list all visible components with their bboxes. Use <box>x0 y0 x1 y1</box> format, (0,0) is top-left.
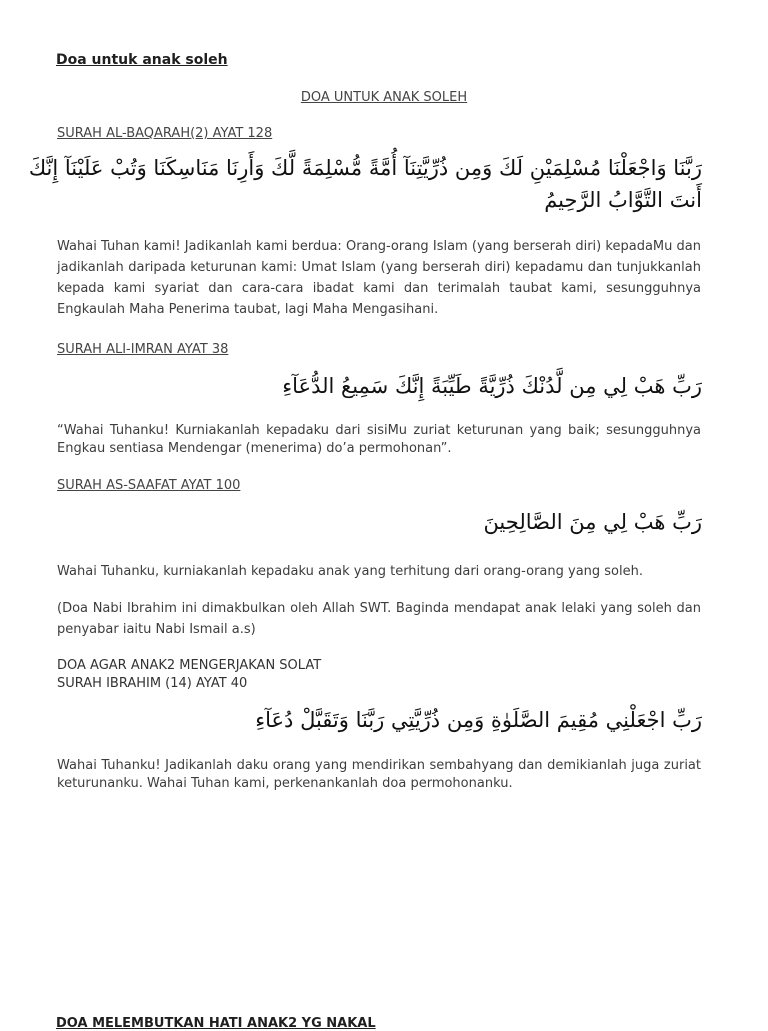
arabic-verse-baqarah-line2: أَنتَ التَّوَّابُ الرَّحِيمُ <box>544 188 702 212</box>
translation-as-saafat: Wahai Tuhanku, kurniakanlah kepadaku anak yang terhitung dari orang-orang yang soleh. <box>57 564 643 579</box>
note-as-saafat: (Doa Nabi Ibrahim ini dimakbulkan oleh Allah SWT. Baginda mendapat anak lelaki yang soleh dan penyabar iaitu Nabi Ismail a.s) <box>57 601 701 637</box>
translation-ibrahim: Wahai Tuhanku! Jadikanlah daku orang yang mendirikan sembahyang dan demikianlah juga zuriat keturunanku. Wahai Tuhan kami, perkenankanlah doa permohonanku. <box>57 758 701 791</box>
arabic-verse-ibrahim: رَبِّ اجْعَلْنِي مُقِيمَ الصَّلَوٰةِ وَمِن ذُرِّيَّتِي رَبَّنَا وَتَقَبَّلْ دُعَآءِ <box>255 708 702 732</box>
surah-heading-baqarah: SURAH AL-BAQARAH(2) AYAT 128 <box>57 126 273 141</box>
surah-heading-as-saafat: SURAH AS-SAAFAT AYAT 100 <box>57 478 241 493</box>
document-title: Doa untuk anak soleh <box>56 52 228 68</box>
center-title: DOA UNTUK ANAK SOLEH <box>300 90 468 105</box>
arabic-verse-as-saafat: رَبِّ هَبْ لِي مِنَ الصَّالِحِينَ <box>483 510 702 534</box>
section-heading-solat: DOA AGAR ANAK2 MENGERJAKAN SOLAT <box>57 658 322 673</box>
translation-ali-imran: “Wahai Tuhanku! Kurniakanlah kepadaku dari sisiMu zuriat keturunan yang baik; sesungguhnya Engkau sentiasa Mendengar (menerima) do’a permohonan”. <box>57 423 701 456</box>
surah-heading-ibrahim: SURAH IBRAHIM (14) AYAT 40 <box>57 676 248 691</box>
cut-off-heading: DOA MELEMBUTKAN HATI ANAK2 YG NAKAL <box>56 1016 376 1031</box>
arabic-verse-baqarah-line1: رَبَّنَا وَاجْعَلْنَا مُسْلِمَيْنِ لَكَ وَمِن ذُرِّيَّتِنَآ أُمَّةً مُّسْلِمَةً لَّكَ وَأَرِنَا مَنَاسِكَنَا وَتُبْ عَلَيْنَآ إِنَّكَ <box>28 156 702 180</box>
surah-heading-ali-imran: SURAH ALI-IMRAN AYAT 38 <box>57 342 229 357</box>
translation-baqarah: Wahai Tuhan kami! Jadikanlah kami berdua: Orang-orang Islam (yang berserah diri) kepadaMu dan jadikanlah daripada keturunan kami: Umat Islam (yang berserah diri) kepadamu dan tunjukkanlah kepada kami syariat dan cara-cara ibadat kami dan terimalah taubat kami, sesungguhnya Engkaulah Maha Penerima taubat, lagi Maha Mengasihani. <box>57 239 701 317</box>
arabic-verse-ali-imran: رَبِّ هَبْ لِي مِن لَّدُنْكَ ذُرِّيَّةً طَيِّبَةً إِنَّكَ سَمِيعُ الدُّعَآءِ <box>282 374 702 398</box>
